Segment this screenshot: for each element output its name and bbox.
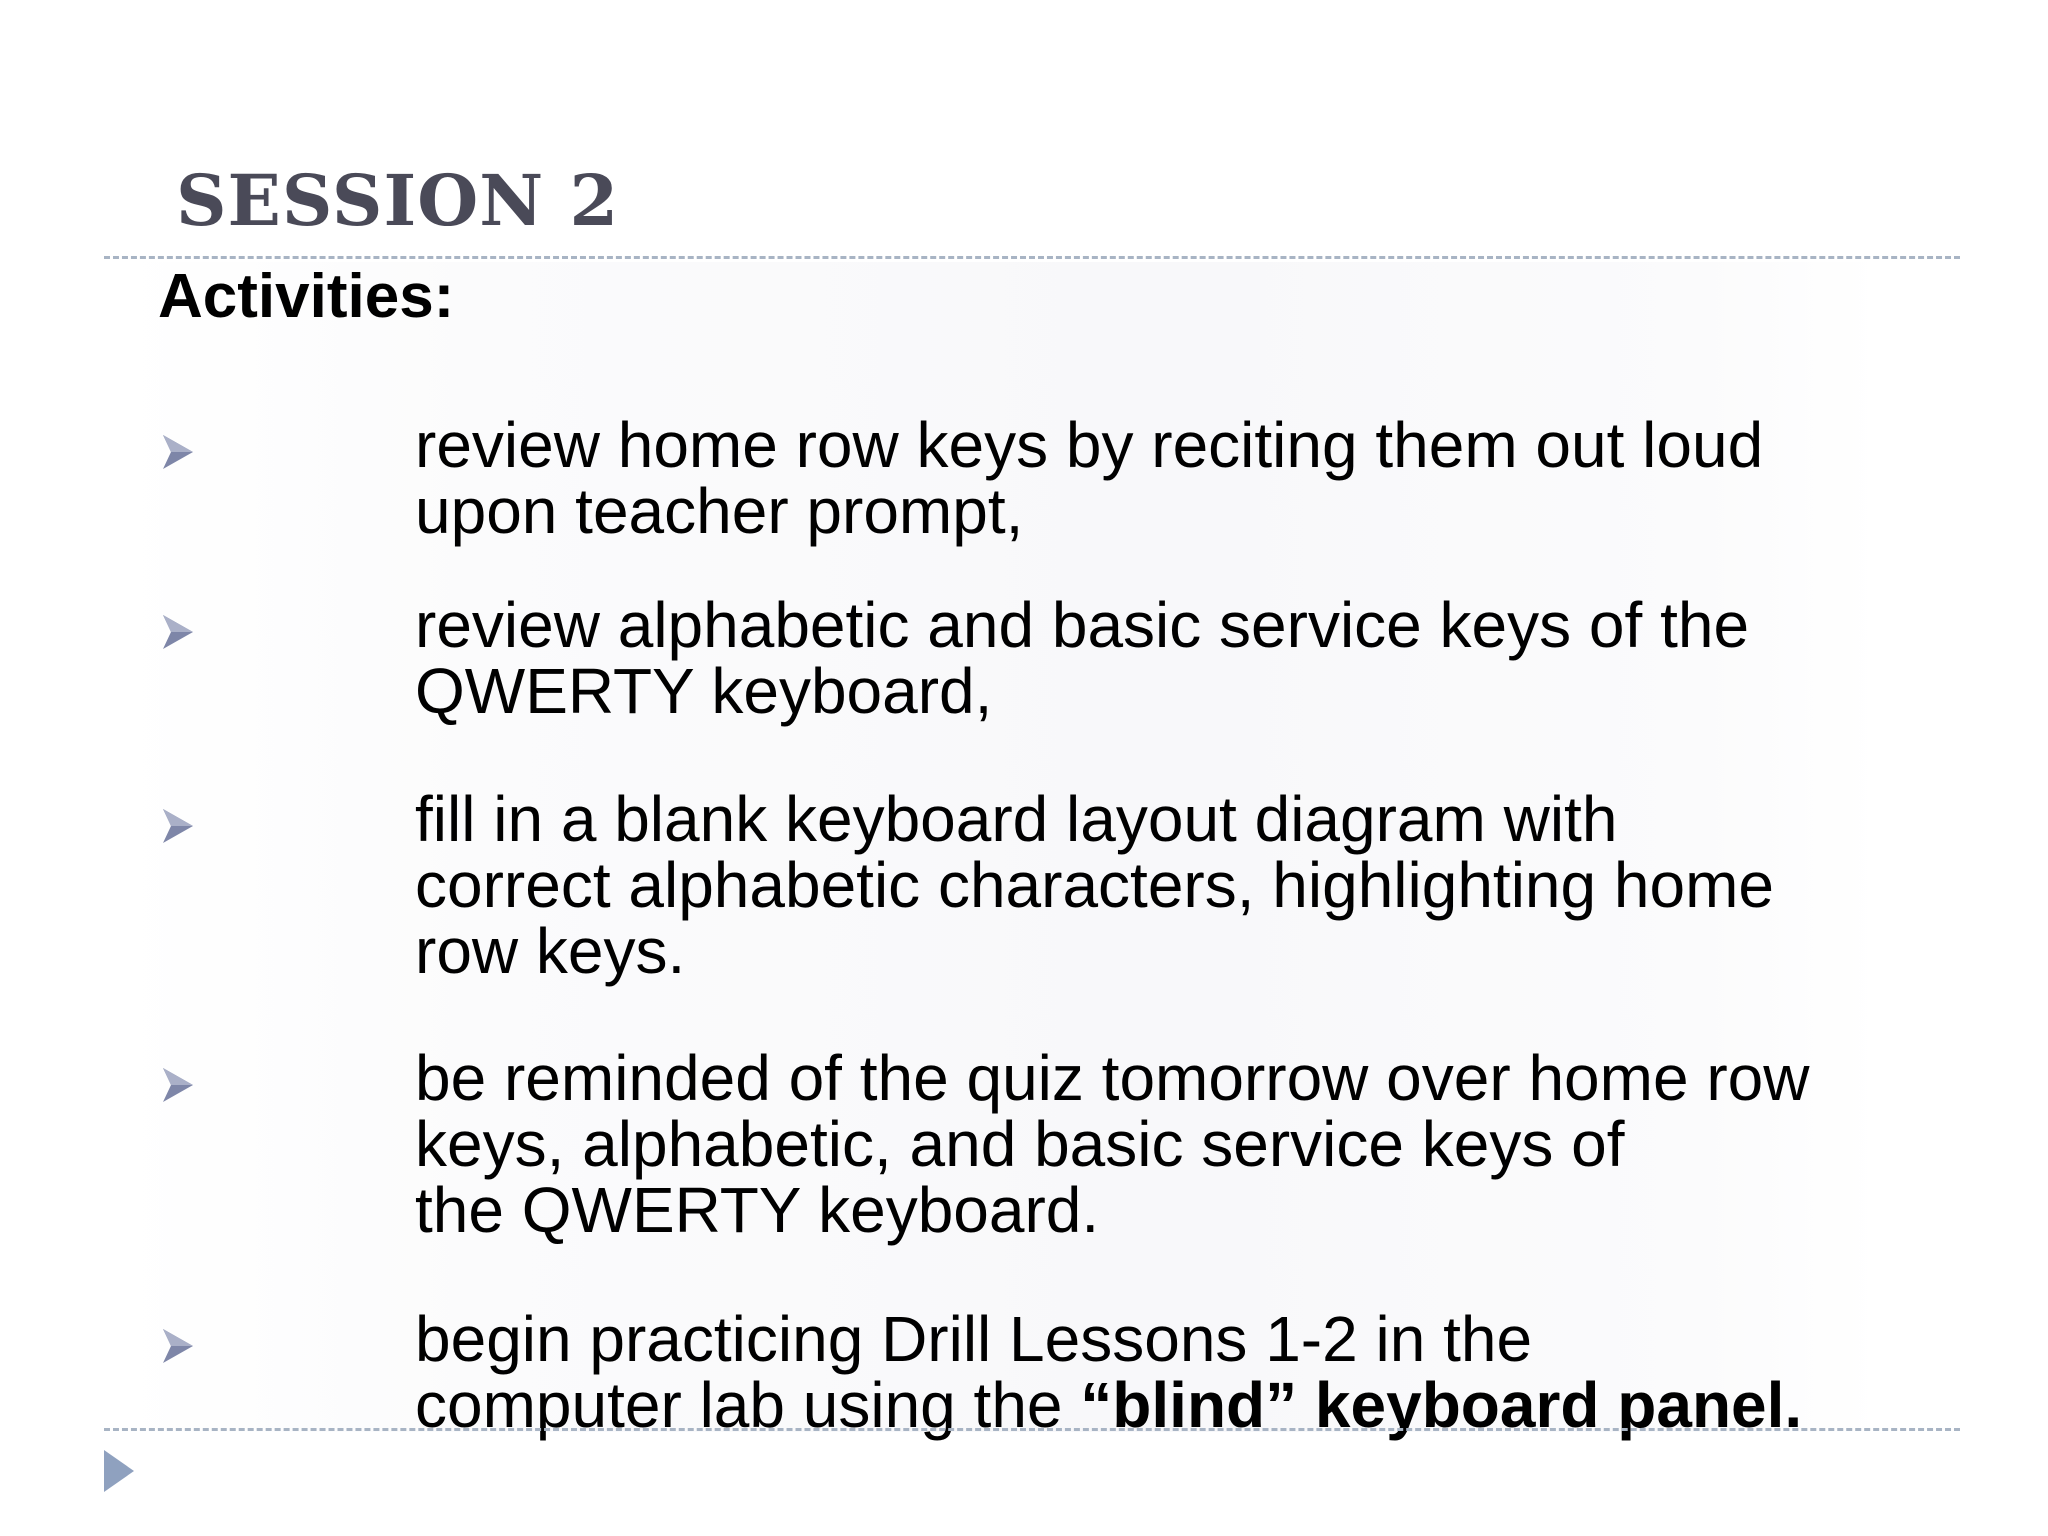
bullet-line: keys, alphabetic, and basic service keys of [415,1108,1625,1180]
blind-keyboard-panel-emphasis: “blind” keyboard panel. [1080,1369,1803,1441]
bullet-text [415,409,2015,547]
bullet-line: begin practicing Drill Lessons 1-2 in the [415,1303,1533,1375]
bullet-line: fill in a blank keyboard layout diagram with [415,783,1618,855]
arrowhead-bullet-icon [160,1065,196,1105]
slide-title: SESSION 2 [176,159,620,242]
bullet-line: review alphabetic and basic service keys of the [415,589,1750,661]
arrowhead-bullet-icon [160,432,196,472]
bullet-line: correct alphabetic characters, highlighting home [415,849,1774,921]
bullet-line: QWERTY keyboard, [415,655,993,727]
play-triangle-icon[interactable] [102,1448,136,1494]
bullet-text [415,1303,2015,1441]
bullet-line-prefix: computer lab using the [415,1369,1081,1441]
activities-heading: Activities: [158,262,455,331]
title-divider [104,256,1960,259]
bullet-line: the QWERTY keyboard. [415,1174,1100,1246]
bullet-text [415,589,2015,727]
bullet-line: be reminded of the quiz tomorrow over home row [415,1042,1810,1114]
bullet-line: upon teacher prompt, [415,475,1024,547]
arrowhead-bullet-icon [160,806,196,846]
arrowhead-bullet-icon [160,612,196,652]
arrowhead-bullet-icon [160,1326,196,1366]
bullet-line: row keys. [415,915,686,987]
bullet-text [415,783,2015,987]
bullet-text [415,1042,2015,1246]
footer-divider [104,1428,1960,1431]
bullet-line: review home row keys by reciting them out loud [415,409,1764,481]
